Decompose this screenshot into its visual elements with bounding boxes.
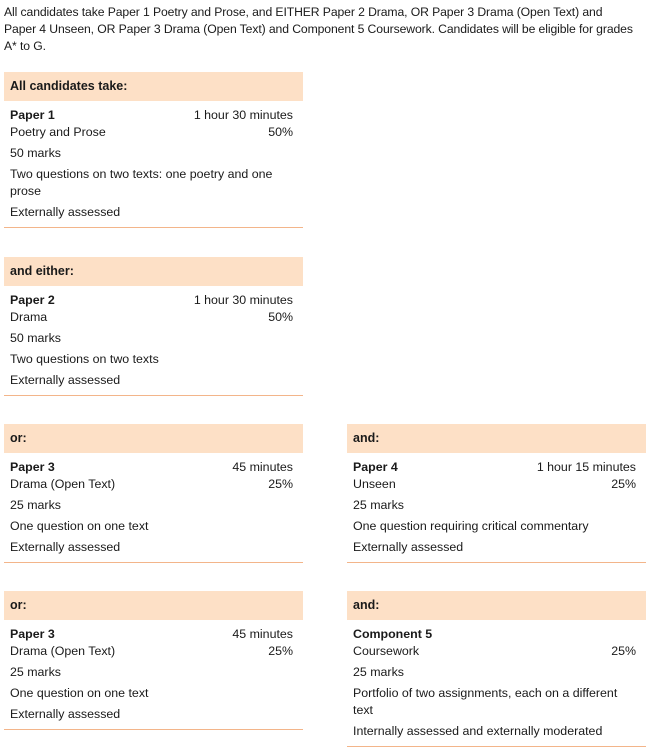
assessment: Externally assessed	[10, 707, 121, 721]
marks: 25 marks	[353, 498, 404, 512]
assessment: Externally assessed	[353, 540, 464, 554]
description: One question on one text	[10, 686, 149, 700]
box-header: and:	[347, 591, 646, 620]
marks: 50 marks	[10, 331, 61, 345]
assessment: Internally assessed and externally moderated	[353, 724, 603, 738]
box-header: or:	[4, 424, 303, 453]
component-subtitle: Poetry and Prose	[10, 125, 106, 139]
weighting: 25%	[268, 477, 293, 491]
marks: 50 marks	[10, 146, 61, 160]
weighting: 50%	[268, 310, 293, 324]
description: Two questions on two texts	[10, 352, 159, 366]
duration: 1 hour 30 minutes	[193, 108, 293, 122]
duration: 45 minutes	[232, 627, 293, 641]
marks: 25 marks	[10, 498, 61, 512]
component-title: Paper 1	[10, 108, 55, 122]
component-title: Paper 2	[10, 293, 55, 307]
weighting: 25%	[268, 644, 293, 658]
marks: 25 marks	[353, 665, 404, 679]
duration: 1 hour 30 minutes	[193, 293, 293, 307]
duration: 45 minutes	[232, 460, 293, 474]
component-title: Paper 3	[10, 460, 55, 474]
component-title: Paper 3	[10, 627, 55, 641]
description: Two questions on two texts: one poetry and one prose	[10, 167, 273, 198]
paper-3-box	[4, 424, 303, 563]
paper-4-box	[347, 424, 646, 563]
component-subtitle: Coursework	[353, 644, 420, 658]
box-header: and either:	[4, 257, 303, 286]
assessment: Externally assessed	[10, 540, 121, 554]
box-header: All candidates take:	[4, 72, 303, 101]
component-title: Component 5	[353, 627, 433, 641]
assessment: Externally assessed	[10, 373, 121, 387]
paper-1-box	[4, 72, 303, 228]
marks: 25 marks	[10, 665, 61, 679]
intro-paragraph: All candidates take Paper 1 Poetry and Prose, and EITHER Paper 2 Drama, OR Paper 3 Drama (Open Text) and Paper 4 Unseen, OR Paper 3 Drama (Open Text) and Component 5 Coursework. Candidates will be eligible for grades A* to G.	[4, 5, 633, 53]
component-subtitle: Drama (Open Text)	[10, 644, 116, 658]
weighting: 25%	[611, 477, 636, 491]
component-5-box	[347, 591, 646, 747]
paper-3-box	[4, 591, 303, 730]
description: One question on one text	[10, 519, 149, 533]
box-header: and:	[347, 424, 646, 453]
assessment: Externally assessed	[10, 205, 121, 219]
duration: 1 hour 15 minutes	[536, 460, 636, 474]
box-header: or:	[4, 591, 303, 620]
component-subtitle: Unseen	[353, 477, 396, 491]
paper-2-box	[4, 257, 303, 396]
component-title: Paper 4	[353, 460, 398, 474]
weighting: 25%	[611, 644, 636, 658]
description: One question requiring critical commentary	[353, 519, 589, 533]
weighting: 50%	[268, 125, 293, 139]
description: Portfolio of two assignments, each on a different text	[353, 686, 618, 717]
component-subtitle: Drama	[10, 310, 48, 324]
component-subtitle: Drama (Open Text)	[10, 477, 116, 491]
